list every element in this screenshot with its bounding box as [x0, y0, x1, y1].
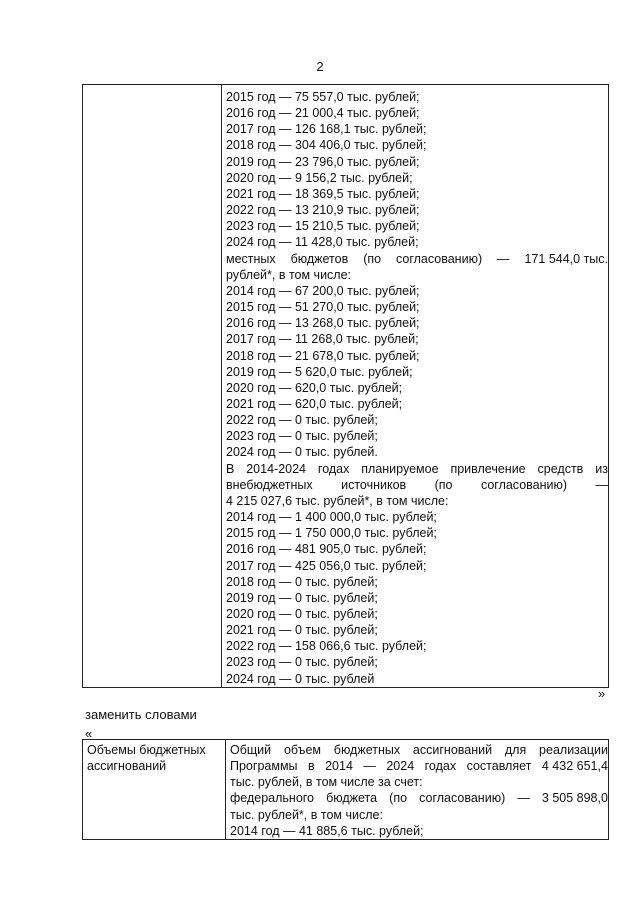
year-line: 2020 год — 9 156,2 тыс. рублей;: [226, 170, 413, 185]
closing-quote: »: [598, 686, 606, 701]
row-label: Объемы бюджетных: [87, 743, 206, 757]
row-label: ассигнований: [87, 759, 167, 774]
local-budget-heading-cont: рублей*, в том числе:: [226, 267, 352, 282]
replace-instruction: заменить словами: [85, 707, 197, 722]
year-line: 2023 год — 0 тыс. рублей;: [226, 655, 378, 670]
year-line: 2016 год — 481 905,0 тыс. рублей;: [226, 542, 427, 557]
extra-budget-heading: В 2014-2024 годах планируемое привлечение средств из: [226, 461, 608, 476]
year-line: 2019 год — 5 620,0 тыс. рублей;: [226, 364, 413, 379]
year-line: 2014 год — 41 885,6 тыс. рублей;: [230, 823, 424, 838]
year-line: 2021 год — 18 369,5 тыс. рублей;: [226, 186, 420, 201]
year-line: 2020 год — 620,0 тыс. рублей;: [226, 380, 403, 395]
year-line: 2015 год — 75 557,0 тыс. рублей;: [226, 90, 420, 104]
extra-budget-total: 4 215 027,6 тыс. рублей*, в том числе:: [226, 493, 449, 508]
year-line: 2016 год — 13 268,0 тыс. рублей;: [226, 316, 420, 331]
budget-table-new: [82, 739, 609, 840]
year-line: 2018 год — 304 406,0 тыс. рублей;: [226, 138, 427, 153]
year-line: 2018 год — 21 678,0 тыс. рублей;: [226, 348, 420, 363]
year-line: 2019 год — 23 796,0 тыс. рублей;: [226, 154, 420, 169]
year-line: 2020 год — 0 тыс. рублей;: [226, 607, 378, 621]
year-line: 2024 год — 11 428,0 тыс. рублей;: [226, 235, 419, 250]
total-line: Общий объем бюджетных ассигнований для реализации: [230, 743, 608, 757]
year-line: 2017 год — 425 056,0 тыс. рублей;: [226, 558, 427, 573]
table-right-cell: [226, 740, 609, 840]
table-left-cell: [83, 85, 222, 688]
page-number: 2: [316, 59, 324, 74]
year-line: 2021 год — 0 тыс. рублей;: [226, 623, 378, 638]
year-line: 2022 год — 0 тыс. рублей;: [226, 413, 378, 428]
year-line: 2014 год — 1 400 000,0 тыс. рублей;: [226, 510, 437, 525]
total-line: Программы в 2014 — 2024 годах составляет 4 432 651,4: [230, 759, 608, 774]
year-line: 2018 год — 0 тыс. рублей;: [226, 574, 378, 589]
year-line: 2015 год — 51 270,0 тыс. рублей;: [226, 300, 420, 315]
year-line: 2024 год — 0 тыс. рублей: [226, 671, 375, 686]
year-line: 2023 год — 0 тыс. рублей;: [226, 429, 378, 444]
total-line: тыс. рублей, в том числе за счет:: [230, 775, 423, 790]
federal-budget-line: тыс. рублей*, в том числе:: [230, 807, 383, 822]
table-right-cell: [222, 85, 609, 688]
federal-budget-line: федерального бюджета (по согласованию) — 3 505 898,0: [230, 791, 608, 806]
table-left-cell: [83, 740, 226, 840]
opening-quote: «: [85, 726, 93, 741]
year-line: 2022 год — 158 066,6 тыс. рублей;: [226, 639, 427, 654]
local-budget-heading: местных бюджетов (по согласованию) — 171 544,0 тыс.: [226, 251, 608, 266]
year-line: 2015 год — 1 750 000,0 тыс. рублей;: [226, 526, 437, 541]
year-line: 2017 год — 126 168,1 тыс. рублей;: [226, 122, 427, 137]
year-line: 2014 год — 67 200,0 тыс. рублей;: [226, 283, 420, 298]
year-line: 2021 год — 620,0 тыс. рублей;: [226, 396, 403, 411]
year-line: 2019 год — 0 тыс. рублей;: [226, 590, 378, 605]
extra-budget-heading: внебюджетных источников (по согласованию) —: [226, 477, 608, 492]
year-line: 2017 год — 11 268,0 тыс. рублей;: [226, 332, 419, 347]
year-line: 2024 год — 0 тыс. рублей.: [226, 445, 378, 460]
budget-table-continuation: [82, 84, 609, 688]
year-line: 2016 год — 21 000,4 тыс. рублей;: [226, 106, 420, 121]
year-line: 2022 год — 13 210,9 тыс. рублей;: [226, 203, 420, 218]
year-line: 2023 год — 15 210,5 тыс. рублей;: [226, 219, 420, 234]
